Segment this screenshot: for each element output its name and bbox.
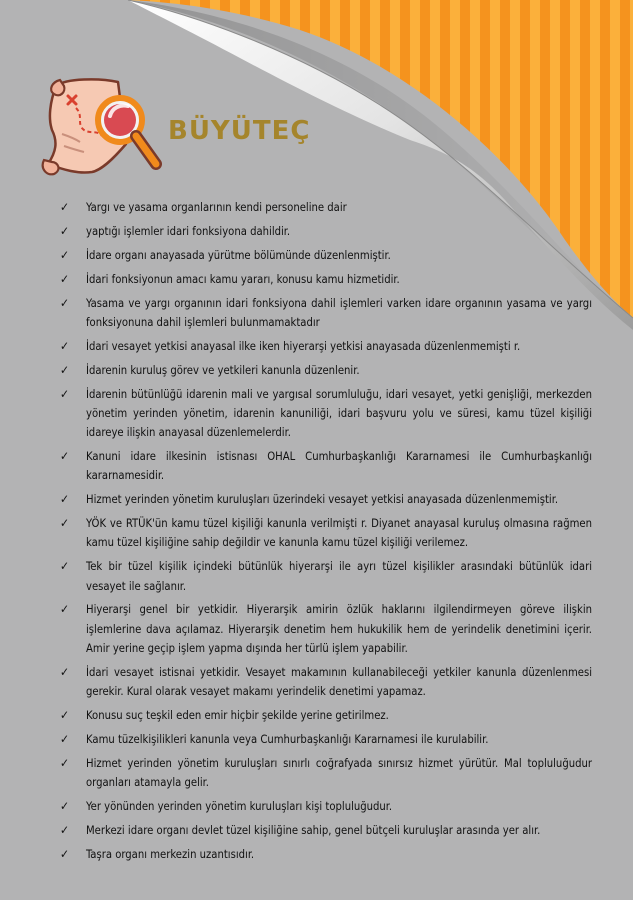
list-item <box>60 270 592 289</box>
checkmark-icon: ✓ <box>60 602 70 617</box>
list-item-text: Merkezi idare organı devlet tüzel kişiliğine sahip, genel bütçeli kuruluşlar arasında yer alır. <box>86 824 541 837</box>
list-item-text: İdarenin kuruluş görev ve yetkileri kanunla düzenlenir. <box>86 363 360 377</box>
list-item-text: Taşra organı merkezin uzantısıdır. <box>86 847 255 861</box>
list-item-text: Hiyerarşi genel bir yetkidir. Hiyerarşik amirin özlük haklarını ilgilendirmeyen göreve ilişkin işlemlerine dava açılamaz. Hiyerarşik denetim hem hukukilik hem de yerindelik denetimini içerir. Amir yerine geçip işlem yapma dışında her türlü işlem yapabilir. <box>86 603 592 656</box>
checkmark-icon: ✓ <box>60 386 70 401</box>
list-item-text: İdare organı anayasada yürütme bölümünde düzenlenmiştir. <box>86 248 391 262</box>
checkmark-icon: ✓ <box>60 223 70 238</box>
checkmark-icon: ✓ <box>60 755 70 770</box>
list-item <box>60 385 592 443</box>
list-item-text: Yargı ve yasama organlarının kendi personeline dair <box>86 201 347 214</box>
checkmark-icon: ✓ <box>60 846 70 861</box>
checkmark-icon: ✓ <box>60 492 70 507</box>
checkmark-icon: ✓ <box>60 708 70 723</box>
checkmark-icon: ✓ <box>60 516 70 531</box>
list-item-text: Yasama ve yargı organının idari fonksiyona dahil işlemleri varken idare organının yasama ve yargı fonksiyonuna dahil işlemleri bulunmamaktadır <box>86 296 592 329</box>
list-item <box>60 730 592 749</box>
page-title: BÜYÜTEÇ <box>168 116 311 146</box>
checkmark-icon: ✓ <box>60 295 70 310</box>
checkmark-icon: ✓ <box>60 247 70 262</box>
list-item <box>60 845 592 864</box>
checkmark-icon: ✓ <box>60 362 70 377</box>
list-item <box>60 294 592 333</box>
checkmark-icon: ✓ <box>60 732 70 747</box>
magnifier-map-icon <box>40 72 166 180</box>
list-item <box>60 600 592 658</box>
list-item <box>60 222 592 241</box>
list-item-text: YÖK ve RTÜK'ün kamu tüzel kişiliği kanunla verilmişti r. Diyanet anayasal kuruluş olmasına rağmen kamu tüzel kişiliğine sahip değildir ve kanunla kamu tüzel kişiliği verilemez. <box>86 517 592 550</box>
list-item-text: yaptığı işlemler idari fonksiyona dahildir. <box>86 224 291 238</box>
list-item <box>60 198 592 217</box>
list-item <box>60 447 592 486</box>
checkmark-icon: ✓ <box>60 449 70 464</box>
list-item <box>60 797 592 816</box>
checkmark-icon: ✓ <box>60 271 70 286</box>
list-item <box>60 337 592 356</box>
list-item <box>60 557 592 596</box>
list-item <box>60 754 592 793</box>
list-item-text: İdarenin bütünlüğü idarenin mali ve yargısal sorumluluğu, idari vesayet, yetki genişliği, merkezden yönetim yerinden yönetim, idarenin kanuniliği, idari başvuru yolu ve süresi, kamu tüzel kişiliği idareye ilişkin anayasal düzenlemelerdir. <box>86 387 592 440</box>
list-item <box>60 514 592 553</box>
checkmark-icon: ✓ <box>60 664 70 679</box>
list-item <box>60 706 592 725</box>
list-item-text: Hizmet yerinden yönetim kuruluşları sınırlı coğrafyada sınırsız hizmet yürütür. Mal topluluğudur organları atamayla gelir. <box>86 756 592 790</box>
list-item-text: Tek bir tüzel kişilik içindeki bütünlük hiyerarşi ile ayrı tüzel kişilikler arasındaki bütünlük idari vesayet ile sağlanır. <box>86 560 592 593</box>
checkmark-icon: ✓ <box>60 799 70 814</box>
checkmark-icon: ✓ <box>60 338 70 353</box>
list-item <box>60 663 592 702</box>
checkmark-icon: ✓ <box>60 200 70 214</box>
list-item-text: Hizmet yerinden yönetim kuruluşları üzerindeki vesayet yetkisi anayasada düzenlenmemiştir. <box>86 493 559 507</box>
checkmark-icon: ✓ <box>60 559 70 574</box>
checklist <box>60 198 592 869</box>
list-item <box>60 361 592 380</box>
list-item-text: Yer yönünden yerinden yönetim kuruluşları kişi topluluğudur. <box>86 800 393 814</box>
list-item-text: İdari fonksiyonun amacı kamu yararı, konusu kamu hizmetidir. <box>86 272 400 286</box>
list-item-text: İdari vesayet yetkisi anayasal ilke iken hiyerarşi yetkisi anayasada düzenlenmemişti r. <box>86 339 521 353</box>
list-item <box>60 821 592 840</box>
list-item-text: Konusu suç teşkil eden emir hiçbir şekilde yerine getirilmez. <box>86 709 389 723</box>
list-item <box>60 490 592 509</box>
list-item <box>60 246 592 265</box>
list-item-text: İdari vesayet istisnai yetkidir. Vesayet makamının kullanabileceği yetkiler kanunla düzenlenmesi gerekir. Kural olarak vesayet makamı yerindelik denetimi yapamaz. <box>86 665 592 699</box>
list-item-text: Kanuni idare ilkesinin istisnası OHAL Cumhurbaşkanlığı Kararnamesi ile Cumhurbaşkanlığı kararnamesidir. <box>86 450 592 483</box>
list-item-text: Kamu tüzelkişilikleri kanunla veya Cumhurbaşkanlığı Kararnamesi ile kurulabilir. <box>86 733 489 747</box>
checkmark-icon: ✓ <box>60 823 70 837</box>
